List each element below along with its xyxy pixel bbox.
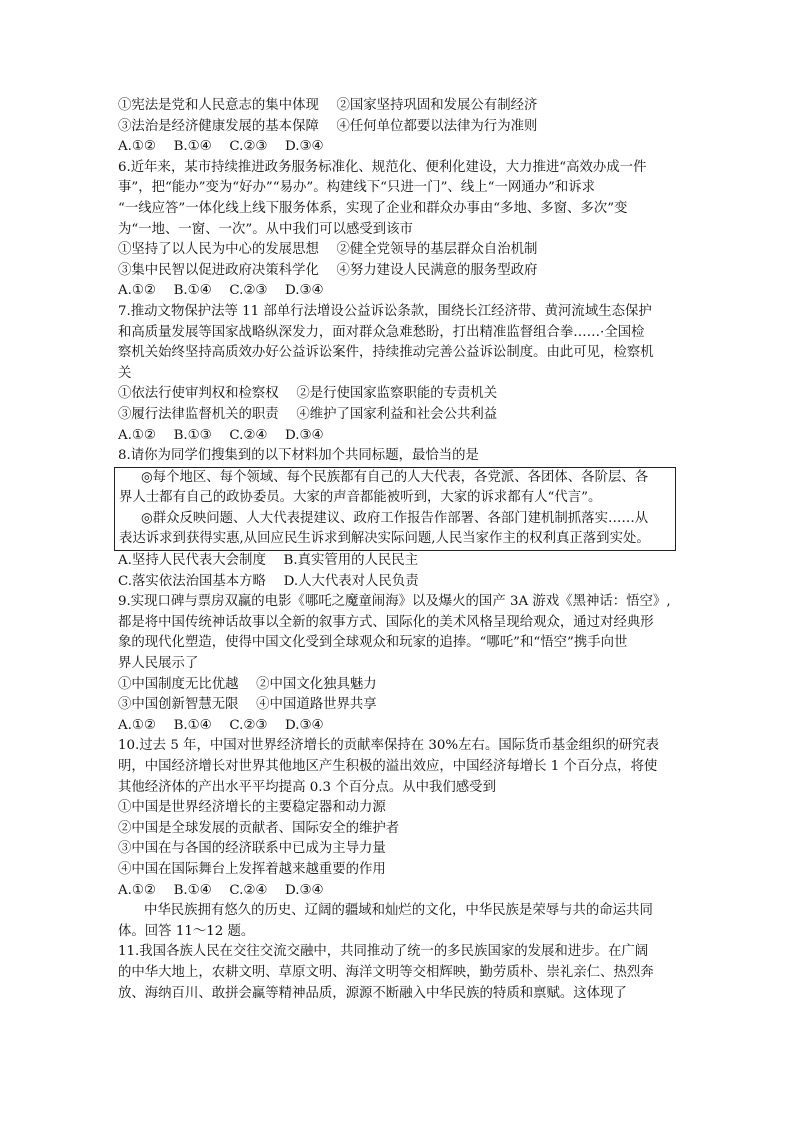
question-stem-line: 7.推动文物保护法等 11 部单行法增设公益诉讼条款，围绕长江经济带、黄河流域生态保护 (118, 303, 652, 319)
material-line: 表达诉求到获得实惠,从回应民生诉求到解决实际问题,人民当家作主的权利真正落到实处。 (119, 531, 650, 547)
question-stem-line: 都是将中国传统神话故事以全新的叙事方式、国际化的美术风格呈现给观众，通过对经典形 (118, 614, 654, 630)
question-6 (118, 158, 680, 302)
answer-choices: A.①② B.①④ C.②③ D.③④ (118, 283, 324, 299)
option-line: ③法治是经济健康发展的基本保障 ④任何单位都要以法律为行为准则 (118, 118, 538, 134)
material-line: 界人士都有自己的政协委员。大家的声音都能被听到，大家的诉求都有人“代言”。 (119, 490, 602, 506)
option-line: ④中国在国际舞台上发挥着越来越重要的作用 (118, 861, 386, 877)
material-box (114, 467, 676, 551)
option-line: ③中国在与各国的经济联系中已成为主导力量 (118, 841, 386, 857)
question-stem-line: 9.实现口碑与票房双赢的电影《哪吒之魔童闹海》以及爆火的国产 3A 游戏《黑神话：悟空》, (118, 594, 671, 610)
option-line: ③集中民智以促进政府决策科学化 ④努力建设人民满意的服务型政府 (118, 262, 538, 278)
section-intro (118, 901, 680, 942)
question-stem-line: “一线应答”一体化线上线下服务体系，实现了企业和群众办事由“多地、多窗、多次”变 (118, 200, 628, 216)
question-stem-line: 象的现代化塑造，使得中国文化受到全球观众和玩家的追捧。“哪吒”和“悟空”携手向世 (118, 635, 628, 651)
question-stem-line: 10.过去 5 年，中国对世界经济增长的贡献率保持在 30%左右。国际货币基金组织的研究表 (118, 738, 660, 754)
option-line: ①中国制度无比优越 ②中国文化独具魅力 (118, 676, 377, 692)
question-5-options (118, 96, 680, 158)
question-stem-line: 明，中国经济增长对世界其他地区产生积极的溢出效应，中国经济每增长 1 个百分点，将使 (118, 759, 658, 774)
question-stem-line: 6.近年来，某市持续推进政务服务标准化、规范化、便利化建设，大力推进“高效办成一件 (118, 159, 647, 175)
answer-choices: A.坚持人民代表大会制度 B.真实管用的人民民主 (118, 553, 419, 569)
question-10 (118, 736, 680, 901)
question-8 (118, 446, 680, 592)
option-line: ①中国是世界经济增长的主要稳定器和动力源 (118, 800, 386, 816)
answer-choices: C.落实依法治国基本方略 D.人大代表对人民负责 (118, 573, 419, 589)
intro-line: 体。回答 11～12 题。 (118, 923, 255, 939)
option-line: ①依法行使审判权和检察权 ②是行使国家监察职能的专责机关 (118, 386, 498, 402)
option-line: ③履行法律监督机关的职责 ④维护了国家利益和社会公共利益 (118, 406, 498, 422)
option-line: ②中国是全球发展的贡献者、国际安全的维护者 (118, 820, 400, 836)
question-stem-line: 事”，把“能办”变为“好办”“易办”。构建线下“只进一门”、线上“一网通办”和诉求 (118, 180, 596, 196)
option-line: ①坚持了以人民为中心的发展思想 ②健全党领导的基层群众自治机制 (118, 242, 538, 258)
question-stem-line: 关 (118, 365, 132, 381)
answer-choices: A.①② B.①④ C.②③ D.③④ (118, 717, 324, 733)
question-stem-line: 11.我国各族人民在交往交流交融中，共同推动了统一的多民族国家的发展和进步。在广阔 (118, 944, 649, 960)
question-stem-line: 为“一地、一窗、一次”。从中我们可以感受到该市 (118, 221, 413, 237)
option-line: ③中国创新智慧无限 ④中国道路世界共享 (118, 697, 377, 713)
answer-choices: A.①② B.①④ C.②③ D.③④ (118, 139, 324, 155)
answer-choices: A.①② B.①③ C.②④ D.③④ (118, 427, 324, 443)
answer-choices: A.①② B.①④ C.②④ D.③④ (118, 882, 324, 898)
option-line: ①宪法是党和人民意志的集中体现 ②国家坚持巩固和发展公有制经济 (118, 98, 538, 113)
question-stem-line: 其他经济体的产出水平平均提高 0.3 个百分点。从中我们感受到 (118, 779, 496, 795)
question-stem-line: 8.请你为同学们搜集到的以下材料加个共同标题，最恰当的是 (118, 448, 479, 464)
question-7 (118, 302, 680, 446)
question-9 (118, 592, 680, 736)
question-stem-line: 和高质量发展等国家战略纵深发力，面对群众急难愁盼，打出精准监督组合拳……·全国检 (118, 324, 645, 340)
question-stem-line: 放、海纳百川、敢拼会赢等精神品质，源源不断融入中华民族的特质和禀赋。这体现了 (118, 985, 627, 1001)
material-line: ◎群众反映问题、人大代表提建议、政府工作报告作部署、各部门建机制抓落实……从 (141, 510, 649, 526)
question-stem-line: 的中华大地上，农耕文明、草原文明、海洋文明等交相辉映，勤劳质朴、崇礼亲仁、热烈奔 (118, 964, 654, 980)
material-line: ◎每个地区、每个领域、每个民族都有自己的人大代表，各党派、各团体、各阶层、各 (141, 469, 649, 485)
intro-line: 中华民族拥有悠久的历史、辽阔的疆域和灿烂的文化，中华民族是荣辱与共的命运共同 (144, 903, 653, 919)
question-stem-line: 察机关始终坚持高质效办好公益诉讼案件，持续推动完善公益诉讼制度。由此可见，检察机 (118, 345, 654, 361)
question-11 (118, 942, 680, 1004)
exam-page (118, 96, 680, 1004)
question-stem-line: 界人民展示了 (118, 656, 199, 672)
